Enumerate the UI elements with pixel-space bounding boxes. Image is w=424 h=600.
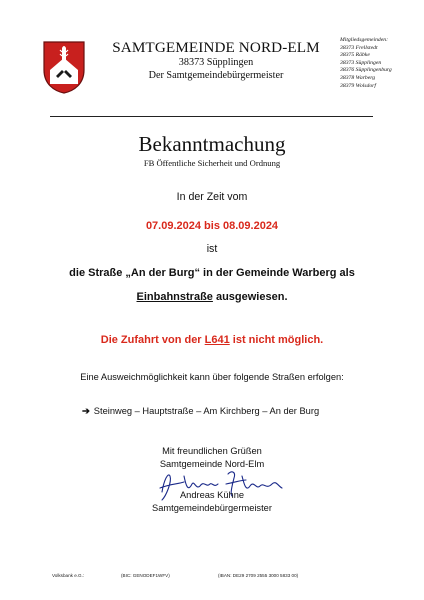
- municipal-crest-icon: [42, 40, 86, 94]
- body-ist: ist: [206, 243, 218, 255]
- organization-name: SAMTGEMEINDE NORD-ELM: [112, 39, 320, 56]
- document-subtitle: FB Öffentliche Sicherheit und Ordnung: [143, 158, 281, 168]
- signer-title: Samtgemeindebürgermeister: [152, 503, 272, 513]
- detour-route: [82, 406, 319, 417]
- one-way-word: Einbahnstraße: [136, 291, 213, 303]
- member-item: 38378 Warberg: [340, 74, 376, 81]
- header-divider: [50, 116, 373, 117]
- signer-name: Andreas Kühne: [179, 490, 245, 500]
- closing-org: Samtgemeinde Nord-Elm: [159, 459, 265, 469]
- document-title: Bekanntmachung: [138, 132, 286, 156]
- members-heading: Mitgliedsgemeinden:: [340, 37, 389, 43]
- detour-intro: Eine Ausweichmöglichkeit kann über folgende Straßen erfolgen:: [80, 372, 344, 382]
- access-notice-post: ist nicht möglich.: [229, 334, 324, 346]
- footer-iban: (IBAN: DE29 2709 2555 3000 5833 00): [218, 573, 299, 578]
- footer-bank: Volksbank e.G.:: [52, 573, 85, 578]
- member-item: 38376 Süpplingenburg: [340, 67, 392, 74]
- closing-greeting: Mit freundlichen Grüßen: [162, 446, 262, 456]
- member-municipalities-list: [340, 37, 420, 90]
- period-dates: 07.09.2024 bis 08.09.2024: [145, 220, 279, 232]
- street-statement: die Straße „An der Burg“ in der Gemeinde Warberg als: [69, 267, 355, 279]
- member-item: 38373 Süpplingen: [340, 59, 382, 66]
- member-item: 38379 Wolsdorf: [340, 82, 376, 89]
- footer-bic: (BIC: GENODEF1WFV): [121, 573, 170, 578]
- road-number: L641: [204, 334, 230, 346]
- organization-office: Der Samtgemeindebürgermeister: [148, 70, 284, 81]
- access-notice-pre: Die Zufahrt von der: [100, 334, 205, 346]
- access-notice: [0, 334, 424, 346]
- member-item: 38375 Räbke: [340, 52, 370, 59]
- detour-route-text: Steinweg – Hauptstraße – Am Kirchberg – An der Burg: [93, 406, 320, 416]
- organization-address: 38373 Süpplingen: [178, 57, 254, 68]
- one-way-statement: [0, 291, 424, 303]
- arrow-right-icon: ➔: [82, 406, 90, 416]
- period-intro: In der Zeit vom: [176, 191, 248, 203]
- member-item: 38373 Frellstedt: [340, 44, 378, 51]
- one-way-rest: ausgewiesen.: [212, 291, 288, 303]
